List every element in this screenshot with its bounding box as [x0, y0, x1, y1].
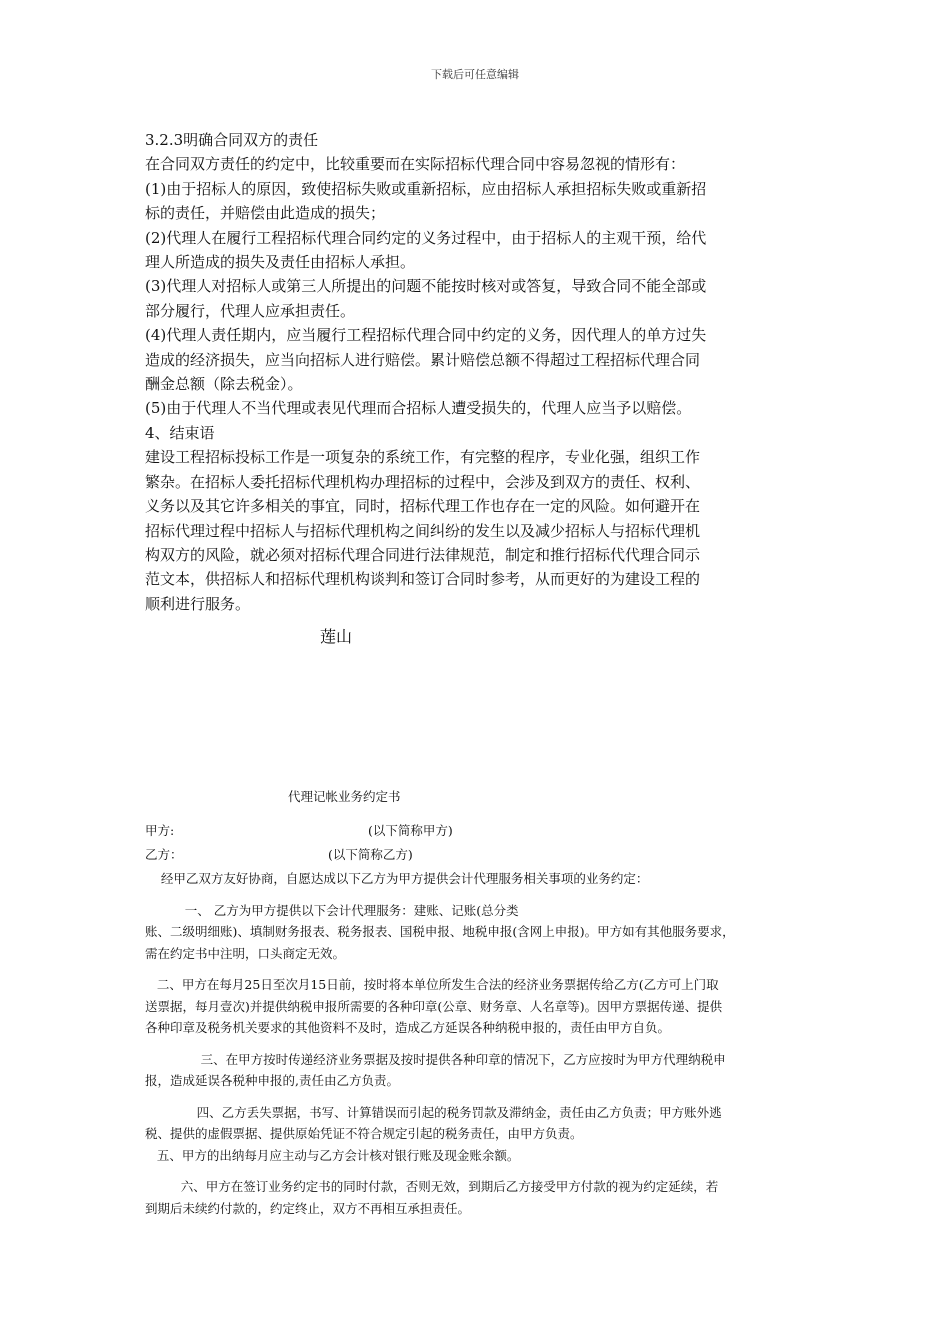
- clause-line: 二、甲方在每月25日至次月15日前，按时将本单位所发生合法的经济业务票据传给乙方(乙方可上门取: [145, 977, 719, 992]
- section-agency-contract: [145, 128, 810, 616]
- clause-line: 账、二级明细账)、填制财务报表、税务报表、国税申报、地税申报(含网上申报)。甲方如有其他服务要求，: [145, 924, 735, 939]
- clause-line: 送票据，每月壹次)并提供纳税申报所需要的各种印章(公章、财务章、人名章等)。因甲方票据传递、提供: [145, 998, 723, 1014]
- clause-line: 各种印章及税务机关要求的其他资料不及时，造成乙方延误各种纳税申报的，责任由甲方自负。: [145, 1020, 671, 1035]
- clause-line: 到期后未续约付款的，约定终止，双方不再相互承担责任。: [145, 1200, 471, 1216]
- clause-line: 报，造成延误各税种申报的,责任由乙方负责。: [145, 1073, 399, 1088]
- text-line: 酬金总额（除去税金）。: [145, 375, 303, 394]
- text-line: 顺利进行服务。: [145, 594, 251, 613]
- clause-line: 经甲乙双方友好协商，自愿达成以下乙方为甲方提供会计代理服务相关事项的业务约定：: [145, 871, 649, 886]
- text-line: (5)由于代理人不当代理或表见代理而合招标人遭受损失的，代理人应当予以赔偿。: [145, 399, 692, 418]
- clause-line: 五、甲方的出纳每月应主动与乙方会计核对银行账及现金账余额。: [145, 1147, 520, 1163]
- text-line: 3.2.3明确合同双方的责任: [145, 131, 319, 149]
- party-b-label: 乙方：: [145, 847, 183, 862]
- page-header-note: 下载后可任意编辑: [431, 68, 519, 81]
- text-line: 理人所造成的损失及责任由招标人承担。: [145, 253, 416, 272]
- document-title: 代理记帐业务约定书: [288, 789, 401, 804]
- text-line: (4)代理人责任期内，应当履行工程招标代理合同中约定的义务，因代理人的单方过失: [145, 326, 707, 345]
- text-line: 造成的经济损失，应当向招标人进行赔偿。累计赔偿总额不得超过工程招标代理合同: [145, 350, 701, 369]
- text-line: 构双方的风险，就必须对招标代理合同进行法律规范，制定和推行招标代代理合同示: [145, 545, 701, 564]
- text-line: 在合同双方责任的约定中，比较重要而在实际招标代理合同中容易忽视的情形有：: [145, 155, 686, 174]
- text-line: (2)代理人在履行工程招标代理合同约定的义务过程中，由于招标人的主观干预，给代: [145, 228, 707, 247]
- text-line: (1)由于招标人的原因，致使招标失败或重新招标，应由招标人承担招标失败或重新招: [145, 179, 707, 198]
- clause-line: 一、 乙方为甲方提供以下会计代理服务：建账、记账(总分类: [145, 902, 519, 918]
- clause-line: 税、提供的虚假票据、提供原始凭证不符合规定引起的税务责任，由甲方负责。: [145, 1126, 583, 1141]
- party-a-label: 甲方:: [145, 823, 175, 838]
- text-line: 招标代理过程中招标人与招标代理机构之间纠纷的发生以及减少招标人与招标代理机: [145, 521, 701, 540]
- text-line: 范文本，供招标人和招标代理机构谈判和签订合同时参考，从而更好的为建设工程的: [145, 570, 701, 589]
- clause-line: 四、乙方丢失票据，书写、计算错误而引起的税务罚款及滞纳金，责任由乙方负责；甲方账外逃: [145, 1104, 722, 1120]
- text-line: 建设工程招标投标工作是一项复杂的系统工作，有完整的程序，专业化强，组织工作: [145, 448, 701, 467]
- party-b-note: (以下简称乙方): [328, 847, 413, 862]
- text-line: 标的责任，并赔偿由此造成的损失；: [145, 204, 386, 223]
- clause-line: 三、在甲方按时传递经济业务票据及按时提供各种印章的情况下，乙方应按时为甲方代理纳税申: [145, 1051, 726, 1067]
- text-line: 义务以及其它许多相关的事宜，同时，招标代理工作也存在一定的风险。如何避开在: [145, 497, 701, 516]
- text-line: 部分履行，代理人应承担责任。: [145, 301, 356, 320]
- clause-line: 需在约定书中注明，口头商定无效。: [145, 945, 346, 961]
- section-bookkeeping-agreement: [145, 868, 815, 1219]
- party-a-note: (以下简称甲方): [368, 823, 453, 838]
- clause-line: 六、甲方在签订业务约定书的同时付款，否则无效，到期后乙方接受甲方付款的视为约定延续，若: [145, 1179, 719, 1194]
- text-line: 繁杂。在招标人委托招标代理机构办理招标的过程中，会涉及到双方的责任、权利、: [145, 472, 701, 491]
- signature-text: 莲山: [320, 627, 353, 646]
- section-heading: 4、结束语: [145, 423, 215, 442]
- text-line: (3)代理人对招标人或第三人所提出的问题不能按时核对或答复，导致合同不能全部或: [145, 277, 707, 296]
